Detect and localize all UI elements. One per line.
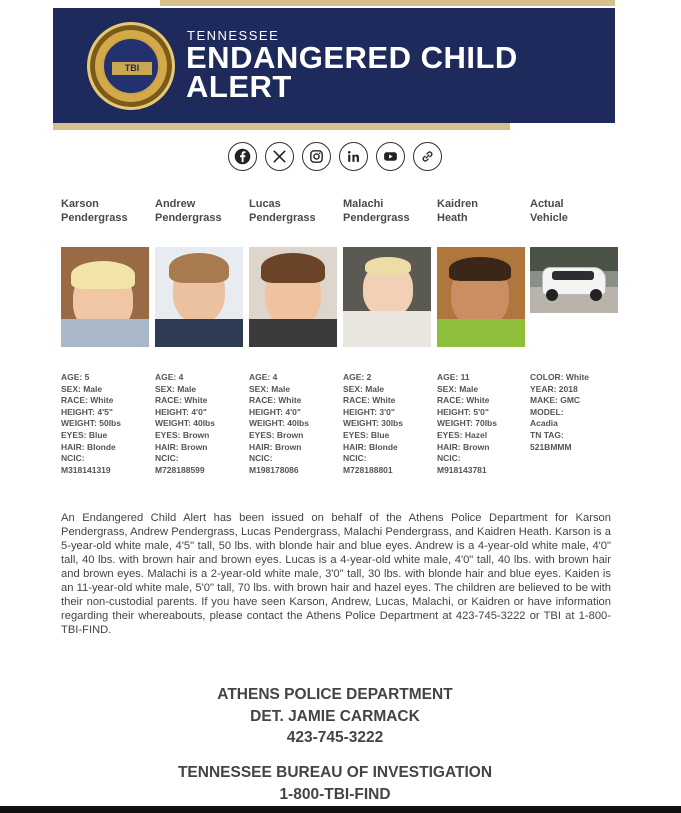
child-name: Karson Pendergrass bbox=[61, 198, 128, 224]
linkedin-icon[interactable] bbox=[339, 142, 368, 171]
police-contact bbox=[55, 684, 615, 749]
header-bottom-stripe bbox=[53, 123, 510, 130]
child-name: Kaidren Heath bbox=[437, 198, 478, 224]
child-name: Lucas Pendergrass bbox=[249, 198, 316, 224]
child-details: AGE: 2 SEX: Male RACE: White HEIGHT: 3'0" WEIGHT: 30lbs EYES: Blue HAIR: Blonde NCIC: M728188801 bbox=[343, 372, 403, 475]
banner-title: ENDANGERED CHILD ALERT bbox=[186, 40, 518, 104]
instagram-icon[interactable] bbox=[302, 142, 331, 171]
tbi-phone: 1-800-TBI-FIND bbox=[279, 785, 391, 803]
child-card-malachi bbox=[343, 197, 431, 476]
child-card-lucas bbox=[249, 197, 337, 476]
vehicle-photo bbox=[530, 247, 618, 313]
child-details: AGE: 4 SEX: Male RACE: White HEIGHT: 4'0" WEIGHT: 40lbs EYES: Brown HAIR: Brown NCIC: M198178086 bbox=[249, 372, 309, 475]
child-card-kaidren bbox=[437, 197, 525, 476]
vehicle-title: Actual Vehicle bbox=[530, 198, 568, 224]
child-name: Andrew Pendergrass bbox=[155, 198, 222, 224]
police-phone: 423-745-3222 bbox=[286, 729, 384, 746]
child-card-andrew bbox=[155, 197, 243, 476]
child-photo-andrew bbox=[155, 247, 243, 347]
link-icon[interactable] bbox=[413, 142, 442, 171]
child-photo-malachi bbox=[343, 247, 431, 347]
child-details: AGE: 5 SEX: Male RACE: White HEIGHT: 4'5" WEIGHT: 50lbs EYES: Blue HAIR: Blonde NCIC: M318141319 bbox=[61, 372, 121, 475]
child-details: AGE: 11 SEX: Male RACE: White HEIGHT: 5'0" WEIGHT: 70lbs EYES: Hazel HAIR: Brown NCIC: M918143781 bbox=[437, 372, 497, 475]
child-photo-kaidren bbox=[437, 247, 525, 347]
alert-description: An Endangered Child Alert has been issued on behalf of the Athens Police Department for Karson Pendergrass, Andrew Pendergrass, Lucas Pendergrass, Malachi Pendergrass, and Kaidren Heath. Karson is a 5-year-old white male, 4'5" tall, 50 lbs. with blonde hair and blue eyes. Andrew is a 4-year-old white male, 4'0" tall, 40 lbs. with brown hair and brown eyes. Lucas is a 4-year-old white male, 4'0" tall, 40 lbs. with brown hair and brown eyes. Malachi is a 2-year-old white male, 3'0" tall, 30 lbs. with blonde hair and blue eyes. Kaiden is an 11-year-old white male, 5'0" tall, 70 lbs. with brown hair and hazel eyes. The children are believed to be with their non-custodial parents. If you have seen Karson, Andrew, Lucas, Malachi, or Kaidren or have information regarding their whereabouts, please contact the Athens Police Department at 423-745-3222 or TBI at 1-800-TBI-FIND. bbox=[61, 512, 611, 636]
police-detective: DET. JAMIE CARMACK bbox=[250, 707, 420, 725]
seal-text: TBI bbox=[124, 63, 140, 73]
tbi-org: TENNESSEE BUREAU OF INVESTIGATION bbox=[177, 764, 493, 781]
police-org: ATHENS POLICE DEPARTMENT bbox=[217, 686, 453, 703]
facebook-icon[interactable] bbox=[228, 142, 257, 171]
child-photo-karson bbox=[61, 247, 149, 347]
child-card-karson bbox=[61, 197, 149, 476]
tbi-seal-logo bbox=[87, 22, 175, 110]
bottom-bar bbox=[0, 806, 681, 813]
child-details: AGE: 4 SEX: Male RACE: White HEIGHT: 4'0" WEIGHT: 40lbs EYES: Brown HAIR: Brown NCIC: M728188599 bbox=[155, 372, 215, 475]
banner-state-label: TENNESSEE bbox=[187, 28, 280, 43]
x-icon[interactable] bbox=[265, 142, 294, 171]
social-links bbox=[228, 142, 442, 171]
header-top-stripe bbox=[160, 0, 615, 6]
child-name: Malachi Pendergrass bbox=[343, 198, 410, 224]
vehicle-details: COLOR: White YEAR: 2018 MAKE: GMC MODEL: Acadia TN TAG: 521BMMM bbox=[530, 372, 590, 452]
tbi-contact bbox=[55, 762, 615, 805]
child-photo-lucas bbox=[249, 247, 337, 347]
vehicle-card bbox=[530, 197, 618, 453]
youtube-icon[interactable] bbox=[376, 142, 405, 171]
